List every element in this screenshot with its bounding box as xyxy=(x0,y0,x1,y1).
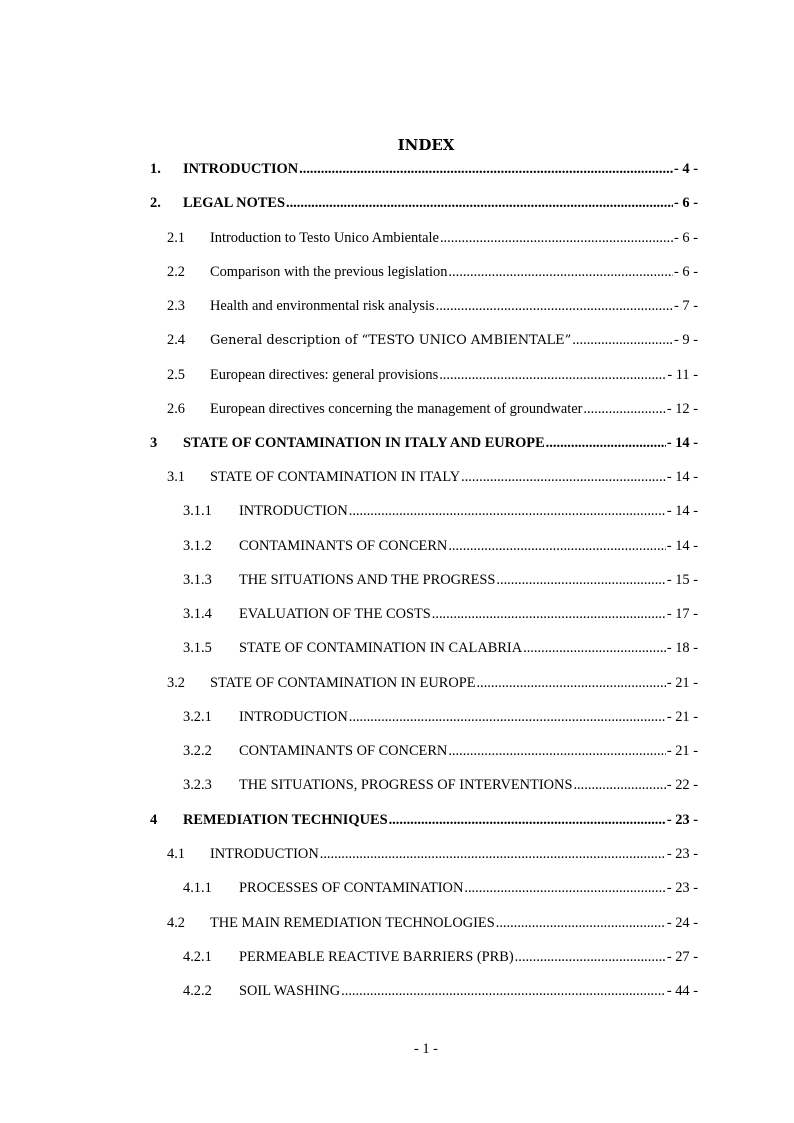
toc-number: 3.2.2 xyxy=(183,743,212,759)
toc-leader xyxy=(436,298,673,315)
toc-entry[interactable] xyxy=(167,264,698,284)
toc-number: 3 xyxy=(150,435,158,451)
toc-page: - 11 - xyxy=(667,367,698,383)
toc-entry[interactable] xyxy=(167,367,698,387)
toc-title: Comparison with the previous legislation xyxy=(210,264,448,280)
toc-leader xyxy=(572,332,673,349)
toc-page: - 22 - xyxy=(666,777,698,793)
toc-page: - 27 - xyxy=(666,949,698,965)
toc-page: - 15 - xyxy=(666,572,698,588)
toc-title: INTRODUCTION xyxy=(239,503,348,519)
toc-page: - 23 - xyxy=(666,812,698,828)
toc-entry[interactable] xyxy=(167,332,698,352)
toc-number: 3.1.1 xyxy=(183,503,212,519)
toc-page: - 14 - xyxy=(666,503,698,519)
toc-title: INTRODUCTION xyxy=(210,846,319,862)
toc-leader xyxy=(299,161,673,178)
toc-leader xyxy=(464,880,665,897)
toc-page: - 18 - xyxy=(666,640,698,656)
toc-leader xyxy=(496,572,665,589)
toc-number: 3.2 xyxy=(167,675,185,691)
toc-leader xyxy=(389,812,666,829)
toc-entry[interactable] xyxy=(183,983,698,1003)
toc-title: European directives: general provisions xyxy=(210,367,439,383)
toc-leader xyxy=(523,640,666,657)
toc-leader xyxy=(440,230,673,247)
toc-entry[interactable] xyxy=(150,161,698,181)
toc-leader xyxy=(341,983,666,1000)
toc-number: 3.1.4 xyxy=(183,606,212,622)
toc-number: 3.1.2 xyxy=(183,538,212,554)
page-number: - 1 - xyxy=(414,1041,438,1057)
toc-entry[interactable] xyxy=(183,880,698,900)
toc-leader xyxy=(573,777,665,794)
toc-entry[interactable] xyxy=(183,743,698,763)
toc-entry[interactable] xyxy=(183,949,698,969)
toc-title: PERMEABLE REACTIVE BARRIERS (PRB) xyxy=(239,949,514,965)
toc-page: - 7 - xyxy=(674,298,698,314)
toc-entry[interactable] xyxy=(167,675,698,695)
toc-title: PROCESSES OF CONTAMINATION xyxy=(239,880,464,896)
toc-entry[interactable] xyxy=(167,401,698,421)
toc-number: 2.6 xyxy=(167,401,185,417)
toc-entry[interactable] xyxy=(183,640,698,660)
toc-entry[interactable] xyxy=(167,915,698,935)
toc-number: 4.2.1 xyxy=(183,949,212,965)
toc-page: - 21 - xyxy=(666,675,698,691)
toc-page: - 6 - xyxy=(674,230,698,246)
toc-leader xyxy=(349,709,666,726)
index-title: INDEX xyxy=(397,136,455,154)
toc-title: THE SITUATIONS AND THE PROGRESS xyxy=(239,572,496,588)
toc-entry[interactable] xyxy=(183,538,698,558)
toc-title: Introduction to Testo Unico Ambientale xyxy=(210,230,439,246)
toc-title: STATE OF CONTAMINATION IN EUROPE xyxy=(210,675,476,691)
toc-title: INTRODUCTION xyxy=(183,161,299,177)
toc-entry[interactable] xyxy=(150,195,698,215)
toc-entry[interactable] xyxy=(183,606,698,626)
toc-entry[interactable] xyxy=(183,709,698,729)
toc-page: - 21 - xyxy=(666,709,698,725)
toc-page: - 44 - xyxy=(666,983,698,999)
toc-page: - 21 - xyxy=(666,743,698,759)
toc-page: - 24 - xyxy=(666,915,698,931)
toc-number: 3.2.1 xyxy=(183,709,212,725)
toc-page: - 14 - xyxy=(666,435,698,451)
toc-title: SOIL WASHING xyxy=(239,983,341,999)
toc-page: - 6 - xyxy=(674,264,698,280)
toc-leader xyxy=(583,401,665,418)
toc-title: EVALUATION OF THE COSTS xyxy=(239,606,431,622)
toc-leader xyxy=(349,503,666,520)
toc-number: 2.3 xyxy=(167,298,185,314)
toc-page: - 17 - xyxy=(666,606,698,622)
toc-entry[interactable] xyxy=(183,572,698,592)
toc-leader xyxy=(515,949,666,966)
toc-page: - 14 - xyxy=(666,469,698,485)
toc-entry[interactable] xyxy=(183,777,698,797)
toc-number: 2.2 xyxy=(167,264,185,280)
toc-leader xyxy=(546,435,666,452)
toc-leader xyxy=(432,606,666,623)
toc-title: General description of “TESTO UNICO AMBIENTALE” xyxy=(210,333,572,348)
toc-title: STATE OF CONTAMINATION IN CALABRIA xyxy=(239,640,523,656)
toc-number: 4.2 xyxy=(167,915,185,931)
toc-number: 1. xyxy=(150,161,161,177)
toc-page: - 14 - xyxy=(666,538,698,554)
toc-leader xyxy=(448,538,666,555)
toc-title: STATE OF CONTAMINATION IN ITALY AND EUROPE xyxy=(183,435,545,451)
toc-page: - 4 - xyxy=(674,161,698,177)
toc-number: 3.1.5 xyxy=(183,640,212,656)
toc-number: 2.5 xyxy=(167,367,185,383)
toc-number: 3.2.3 xyxy=(183,777,212,793)
toc-leader xyxy=(477,675,666,692)
toc-number: 3.1 xyxy=(167,469,185,485)
toc-number: 4.1 xyxy=(167,846,185,862)
toc-leader xyxy=(448,264,673,281)
toc-leader xyxy=(320,846,666,863)
toc-entry[interactable] xyxy=(150,812,698,832)
toc-number: 2.4 xyxy=(167,332,185,348)
toc-page: - 23 - xyxy=(666,846,698,862)
toc-number: 2. xyxy=(150,195,161,211)
toc-leader xyxy=(496,915,666,932)
toc-entry[interactable] xyxy=(183,503,698,523)
toc-leader xyxy=(439,367,666,384)
toc-entry[interactable] xyxy=(167,230,698,250)
toc-title: LEGAL NOTES xyxy=(183,195,285,211)
toc-number: 4 xyxy=(150,812,158,828)
toc-title: Health and environmental risk analysis xyxy=(210,298,435,314)
toc-title: REMEDIATION TECHNIQUES xyxy=(183,812,388,828)
toc-title: STATE OF CONTAMINATION IN ITALY xyxy=(210,469,461,485)
toc-title: European directives concerning the management of groundwater xyxy=(210,401,583,417)
toc-number: 4.1.1 xyxy=(183,880,212,896)
toc-number: 2.1 xyxy=(167,230,185,246)
toc-title: INTRODUCTION xyxy=(239,709,348,725)
toc-page: - 6 - xyxy=(674,195,698,211)
toc-number: 4.2.2 xyxy=(183,983,212,999)
toc-title: CONTAMINANTS OF CONCERN xyxy=(239,538,448,554)
toc-page: - 12 - xyxy=(666,401,698,417)
toc-leader xyxy=(448,743,666,760)
toc-title: THE SITUATIONS, PROGRESS OF INTERVENTIONS xyxy=(239,777,573,793)
toc-entry[interactable] xyxy=(167,298,698,318)
toc-entry[interactable] xyxy=(167,469,698,489)
toc-title: CONTAMINANTS OF CONCERN xyxy=(239,743,448,759)
toc-leader xyxy=(461,469,666,486)
toc-page: - 9 - xyxy=(674,332,698,348)
toc-title: THE MAIN REMEDIATION TECHNOLOGIES xyxy=(210,915,495,931)
toc-page: - 23 - xyxy=(666,880,698,896)
toc-leader xyxy=(286,195,673,212)
toc-entry[interactable] xyxy=(167,846,698,866)
toc-entry[interactable] xyxy=(150,435,698,455)
toc-number: 3.1.3 xyxy=(183,572,212,588)
